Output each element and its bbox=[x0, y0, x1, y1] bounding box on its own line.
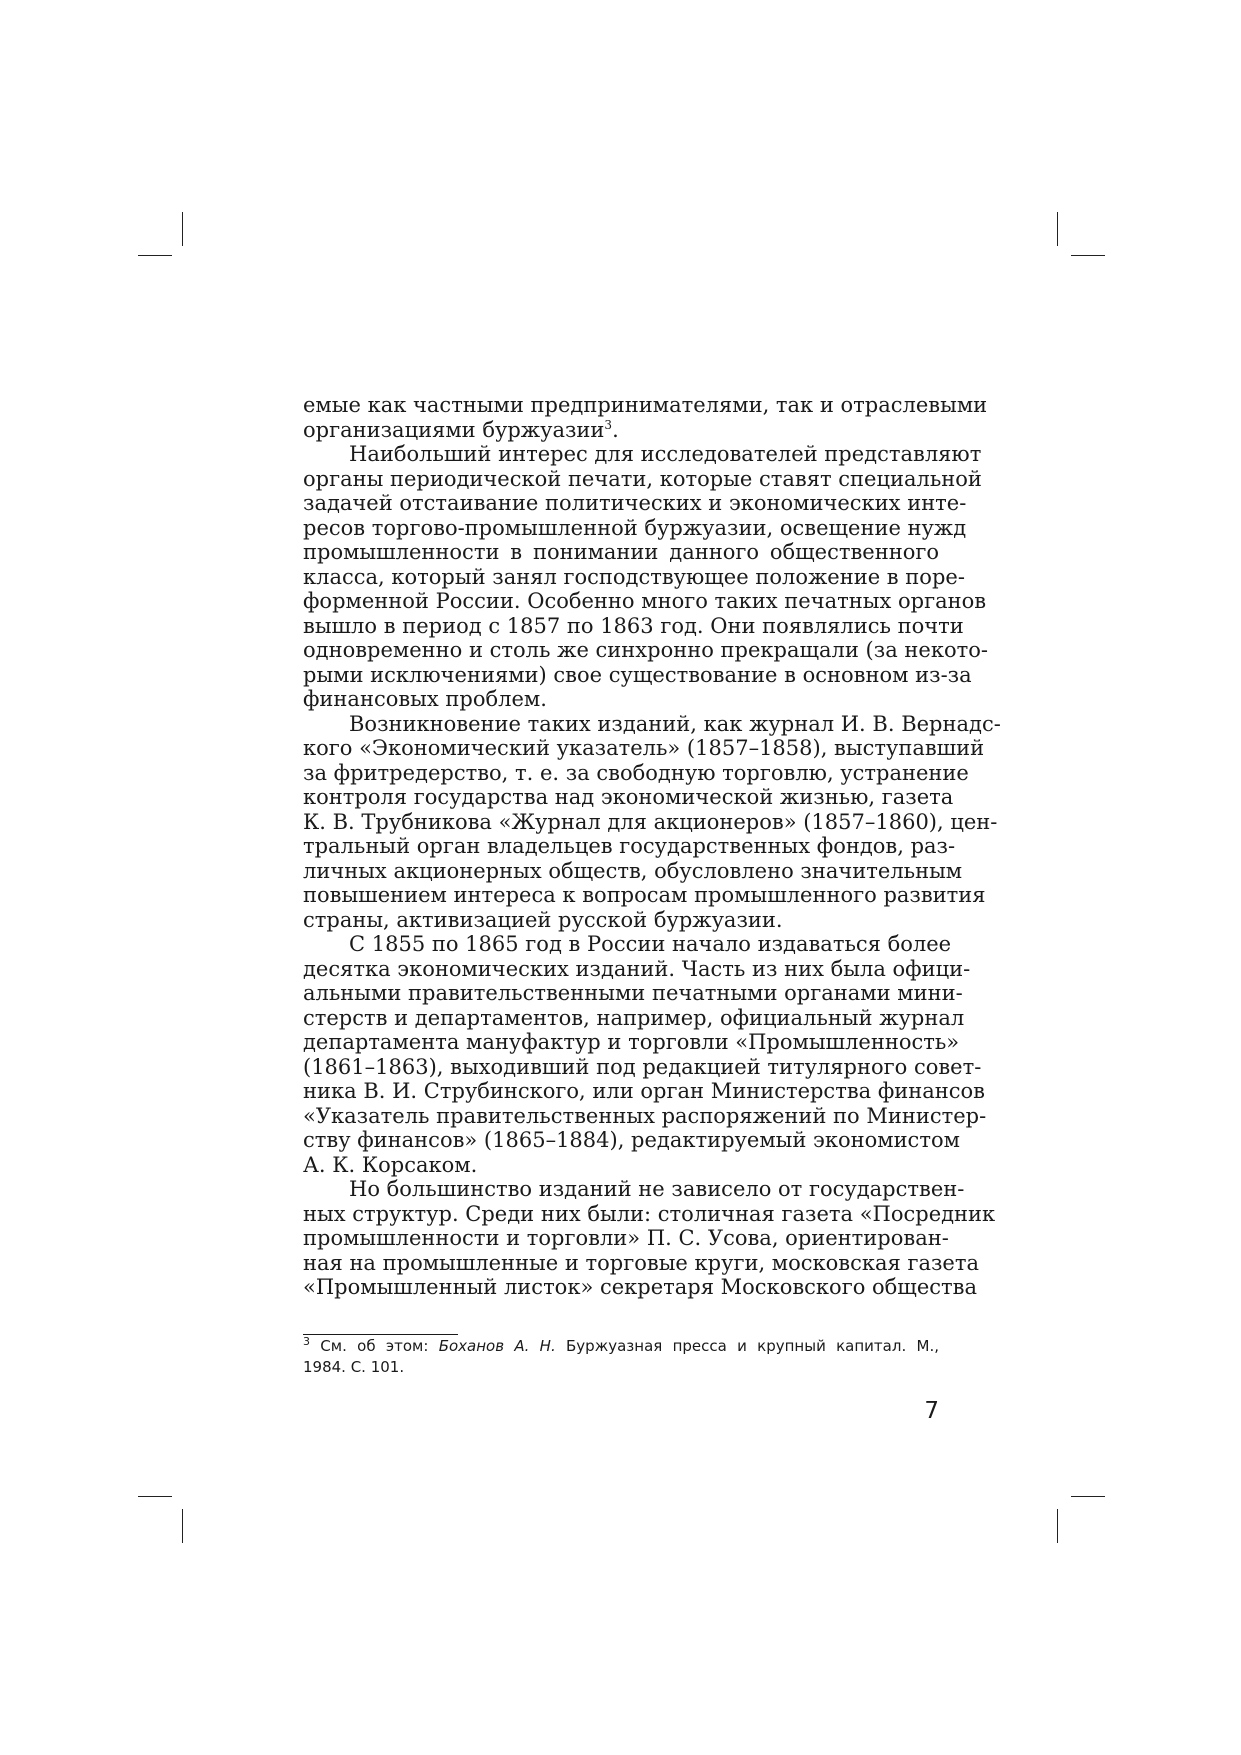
text-line: форменной России. Особенно много таких печатных органов bbox=[303, 589, 987, 613]
footnote-line: 1984. С. 101. bbox=[303, 1358, 405, 1376]
crop-mark-top-left-horizontal bbox=[138, 255, 172, 256]
paragraph-5 bbox=[303, 1177, 996, 1300]
text-line: повышением интереса к вопросам промышленного развития bbox=[303, 883, 986, 907]
text-line: организациями буржуазии$^3$. bbox=[303, 417, 619, 442]
paragraph-3 bbox=[303, 711, 1001, 933]
footnote-author: Боханов А. Н. bbox=[438, 1337, 556, 1355]
paragraph-1 bbox=[303, 393, 988, 442]
crop-mark-bottom-left-horizontal bbox=[138, 1496, 172, 1497]
text-line: департамента мануфактур и торговли «Промышленность» bbox=[303, 1030, 960, 1054]
text-line: ных структур. Среди них были: столичная газета «Посредник bbox=[303, 1201, 996, 1226]
paragraph-4 bbox=[303, 932, 987, 1177]
text-line: (1861–1863), выходивший под редакцией титулярного совет- bbox=[303, 1054, 982, 1079]
text-line: емые как частными предпринимателями, так и отраслевыми bbox=[303, 393, 988, 417]
text-line: Но большинство изданий не зависело от государствен- bbox=[349, 1177, 965, 1201]
text-line: ника В. И. Струбинского, или орган Министерства финансов bbox=[303, 1079, 986, 1103]
text-line: органы периодической печати, которые ставят специальной bbox=[303, 466, 982, 491]
text-line: за фритредерство, т. е. за свободную торговлю, устранение bbox=[303, 760, 969, 785]
text-line: одновременно и столь же синхронно прекращали (за некото- bbox=[303, 638, 988, 662]
paragraph-2 bbox=[303, 442, 988, 712]
text-line: С 1855 по 1865 год в России начало издаваться более bbox=[349, 932, 952, 956]
text-line: ству финансов» (1865–1884), редактируемый экономистом bbox=[303, 1128, 960, 1152]
text-line: промышленности и торговли» П. С. Усова, ориентирован- bbox=[303, 1226, 949, 1250]
crop-mark-top-right-horizontal bbox=[1071, 255, 1105, 256]
text-line: личных акционерных обществ, обусловлено значительным bbox=[303, 858, 963, 883]
text-line: рыми исключениями) свое существование в основном из-за bbox=[303, 662, 972, 687]
text-line: ресов торгово-промышленной буржуазии, освещение нужд bbox=[303, 515, 967, 540]
text-line: ная на промышленные и торговые круги, московская газета bbox=[303, 1250, 979, 1275]
text-line: «Указатель правительственных распоряжений по Министер- bbox=[303, 1103, 987, 1128]
crop-mark-top-right-vertical bbox=[1057, 212, 1058, 246]
text-line: класса, который занял господствующее положение в поре- bbox=[303, 564, 965, 589]
text-line: К. В. Трубникова «Журнал для акционеров» (1857–1860), цен- bbox=[303, 809, 998, 834]
text-line: Наибольший интерес для исследователей представляют bbox=[349, 442, 982, 466]
text-line: финансовых проблем. bbox=[303, 687, 547, 711]
footnote-separator bbox=[303, 1334, 458, 1335]
footnote-number: 3 bbox=[303, 1335, 310, 1348]
text-line: вышло в период с 1857 по 1863 год. Они появлялись почти bbox=[303, 613, 964, 638]
body-text bbox=[303, 393, 1001, 1300]
crop-mark-bottom-right-horizontal bbox=[1071, 1496, 1105, 1497]
text-line: страны, активизацией русской буржуазии. bbox=[303, 907, 783, 932]
text-line: задачей отстаивание политических и экономических инте- bbox=[303, 491, 967, 515]
text-line: промышленности в понимании данного общественного bbox=[303, 540, 939, 564]
text-line: альными правительственными печатными органами мини- bbox=[303, 981, 963, 1005]
crop-mark-bottom-left-vertical bbox=[182, 1509, 183, 1543]
crop-mark-bottom-right-vertical bbox=[1057, 1509, 1058, 1543]
page-number: 7 bbox=[924, 1398, 939, 1424]
text-line: десятка экономических изданий. Часть из них была офици- bbox=[303, 956, 971, 981]
crop-mark-top-left-vertical bbox=[182, 212, 183, 246]
text-line: тральный орган владельцев государственных фондов, раз- bbox=[303, 834, 956, 858]
footnote-line: $^3$ См. об этом: Боханов А. Н. Буржуазная пресса и крупный капитал. М., bbox=[303, 1335, 939, 1355]
text-line: контроля государства над экономической жизнью, газета bbox=[303, 785, 954, 809]
footnote-reference: 3 bbox=[604, 417, 613, 432]
footnote bbox=[303, 1336, 939, 1378]
text-line: кого «Экономический указатель» (1857–1858), выступавший bbox=[303, 736, 985, 760]
text-line: А. К. Корсаком. bbox=[303, 1152, 478, 1177]
text-line: «Промышленный листок» секретаря Московского общества bbox=[303, 1275, 977, 1299]
text-line: Возникновение таких изданий, как журнал И. В. Вернадс- bbox=[349, 711, 1001, 736]
text-line: стерств и департаментов, например, официальный журнал bbox=[303, 1005, 965, 1030]
